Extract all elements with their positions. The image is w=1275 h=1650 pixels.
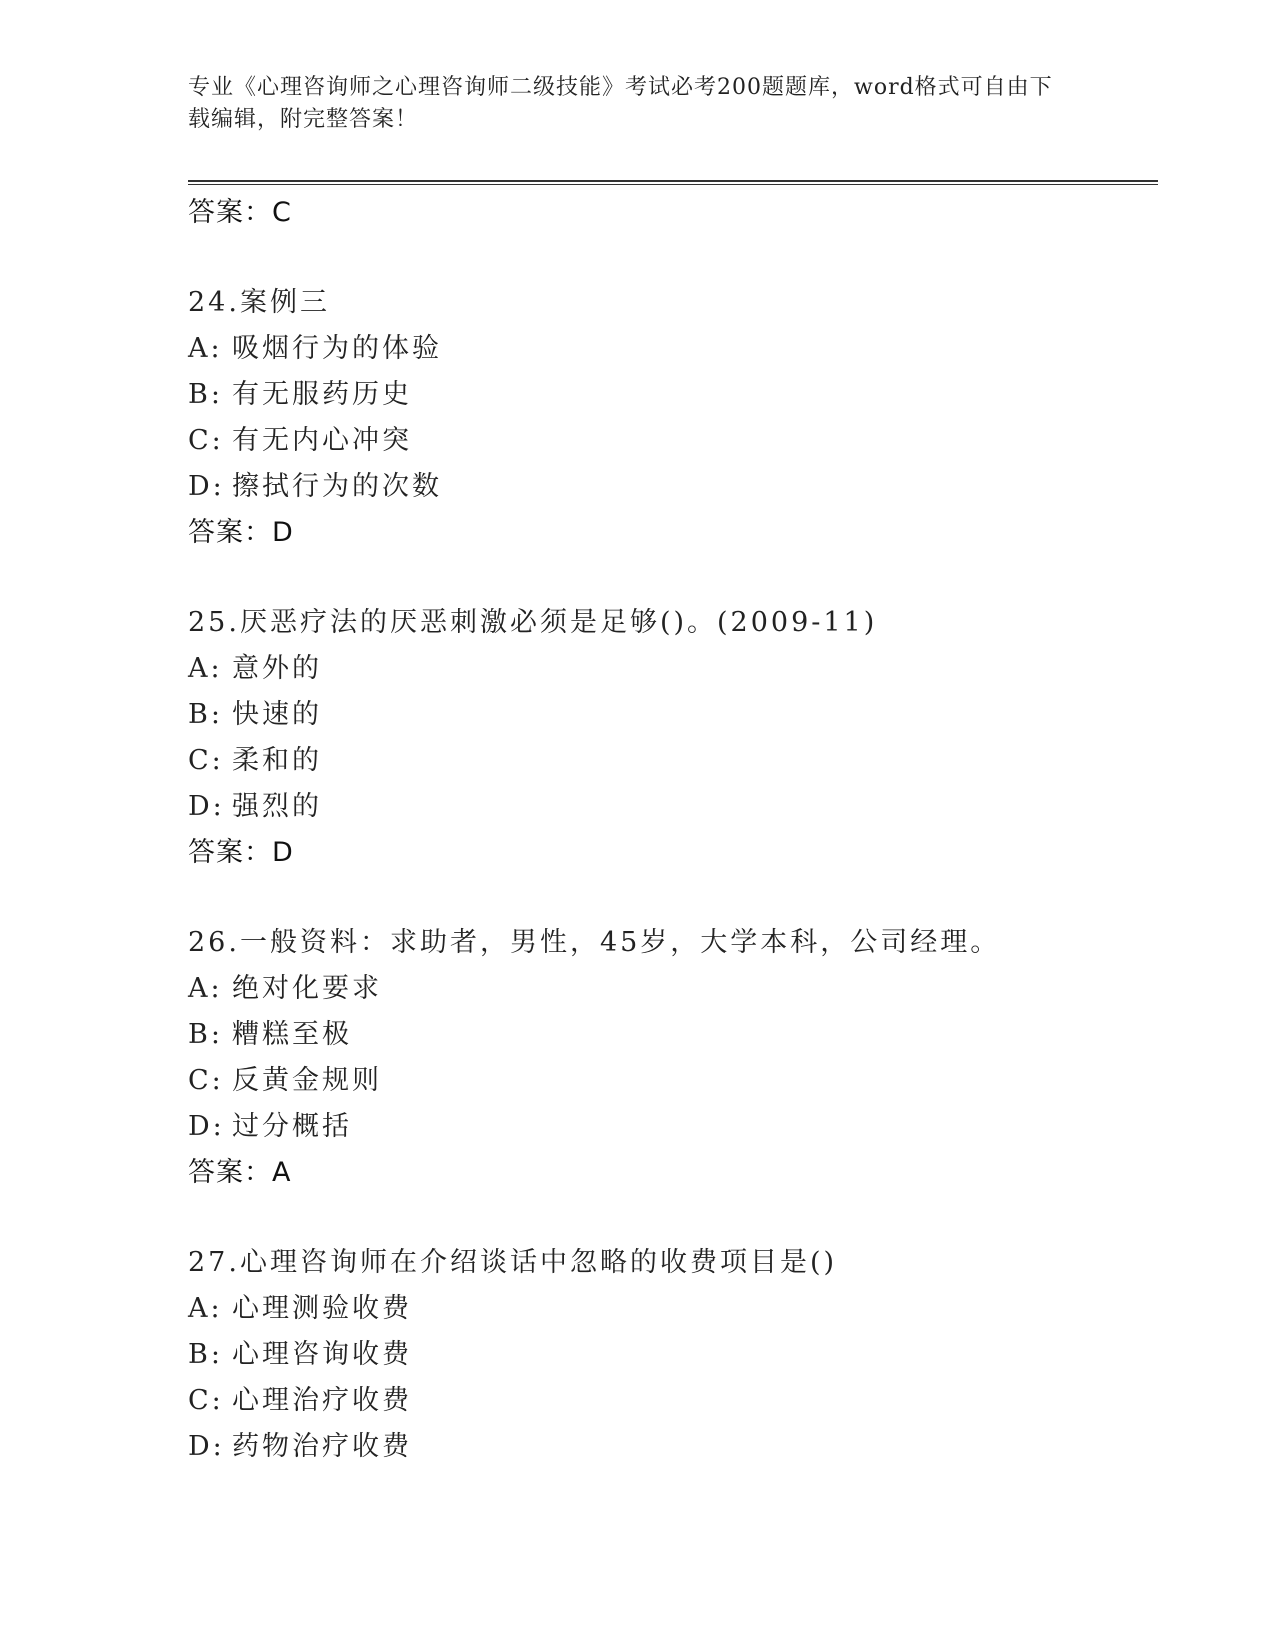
question-stem: 25.厌恶疗法的厌恶刺激必须是足够()。(2009-11) <box>188 607 878 638</box>
option-text: 有无内心冲突 <box>232 425 412 456</box>
option-a <box>188 326 1158 372</box>
option-letter: B: <box>188 379 223 410</box>
option-letter: A: <box>188 333 223 364</box>
option-text: 反黄金规则 <box>232 1065 382 1096</box>
option-c <box>188 418 1158 464</box>
question-item <box>188 600 1158 876</box>
option-text: 柔和的 <box>232 745 322 776</box>
question-item <box>188 920 1158 1196</box>
option-a <box>188 1286 1158 1332</box>
option-letter: D: <box>188 471 225 502</box>
option-letter: A: <box>188 1293 223 1324</box>
option-d <box>188 784 1158 830</box>
option-c <box>188 1058 1158 1104</box>
header-rule <box>188 180 1158 182</box>
option-b <box>188 1012 1158 1058</box>
answer-line: 答案：C <box>188 197 292 228</box>
option-text: 心理测验收费 <box>232 1293 412 1324</box>
option-c <box>188 738 1158 784</box>
option-text: 快速的 <box>232 699 322 730</box>
option-b <box>188 692 1158 738</box>
question-list <box>188 190 1158 1470</box>
question-item <box>188 280 1158 556</box>
option-letter: D: <box>188 1431 225 1462</box>
option-text: 有无服药历史 <box>232 379 412 410</box>
option-letter: B: <box>188 699 223 730</box>
option-text: 心理治疗收费 <box>232 1385 412 1416</box>
answer-line: 答案：D <box>188 517 294 548</box>
option-letter: C: <box>188 1065 224 1096</box>
option-letter: B: <box>188 1339 223 1370</box>
option-letter: C: <box>188 745 224 776</box>
question-stem: 24.案例三 <box>188 287 330 318</box>
option-a <box>188 646 1158 692</box>
option-text: 糟糕至极 <box>232 1019 352 1050</box>
option-letter: D: <box>188 791 225 822</box>
question-item <box>188 1240 1158 1470</box>
option-text: 意外的 <box>232 653 322 684</box>
option-a <box>188 966 1158 1012</box>
option-text: 心理咨询收费 <box>232 1339 412 1370</box>
question-stem: 26.一般资料：求助者，男性，45岁，大学本科，公司经理。 <box>188 927 1001 958</box>
header-rule-thin <box>188 184 1158 185</box>
option-text: 绝对化要求 <box>232 973 382 1004</box>
answer-line: 答案：A <box>188 1157 292 1188</box>
option-b <box>188 1332 1158 1378</box>
option-c <box>188 1378 1158 1424</box>
option-d <box>188 1424 1158 1470</box>
option-text: 擦拭行为的次数 <box>232 471 442 502</box>
option-d <box>188 1104 1158 1150</box>
option-letter: B: <box>188 1019 223 1050</box>
option-b <box>188 372 1158 418</box>
option-text: 强烈的 <box>232 791 322 822</box>
option-letter: D: <box>188 1111 225 1142</box>
document-header-title: 专业《心理咨询师之心理咨询师二级技能》考试必考200题题库，word格式可自由下载编辑，附完整答案！ <box>188 75 1053 132</box>
answer-line: 答案：D <box>188 837 294 868</box>
option-letter: A: <box>188 973 223 1004</box>
option-text: 过分概括 <box>232 1111 352 1142</box>
question-stem: 27.心理咨询师在介绍谈话中忽略的收费项目是() <box>188 1247 838 1278</box>
option-text: 药物治疗收费 <box>232 1431 412 1462</box>
option-letter: C: <box>188 425 224 456</box>
option-letter: A: <box>188 653 223 684</box>
option-text: 吸烟行为的体验 <box>232 333 442 364</box>
option-d <box>188 464 1158 510</box>
option-letter: C: <box>188 1385 224 1416</box>
